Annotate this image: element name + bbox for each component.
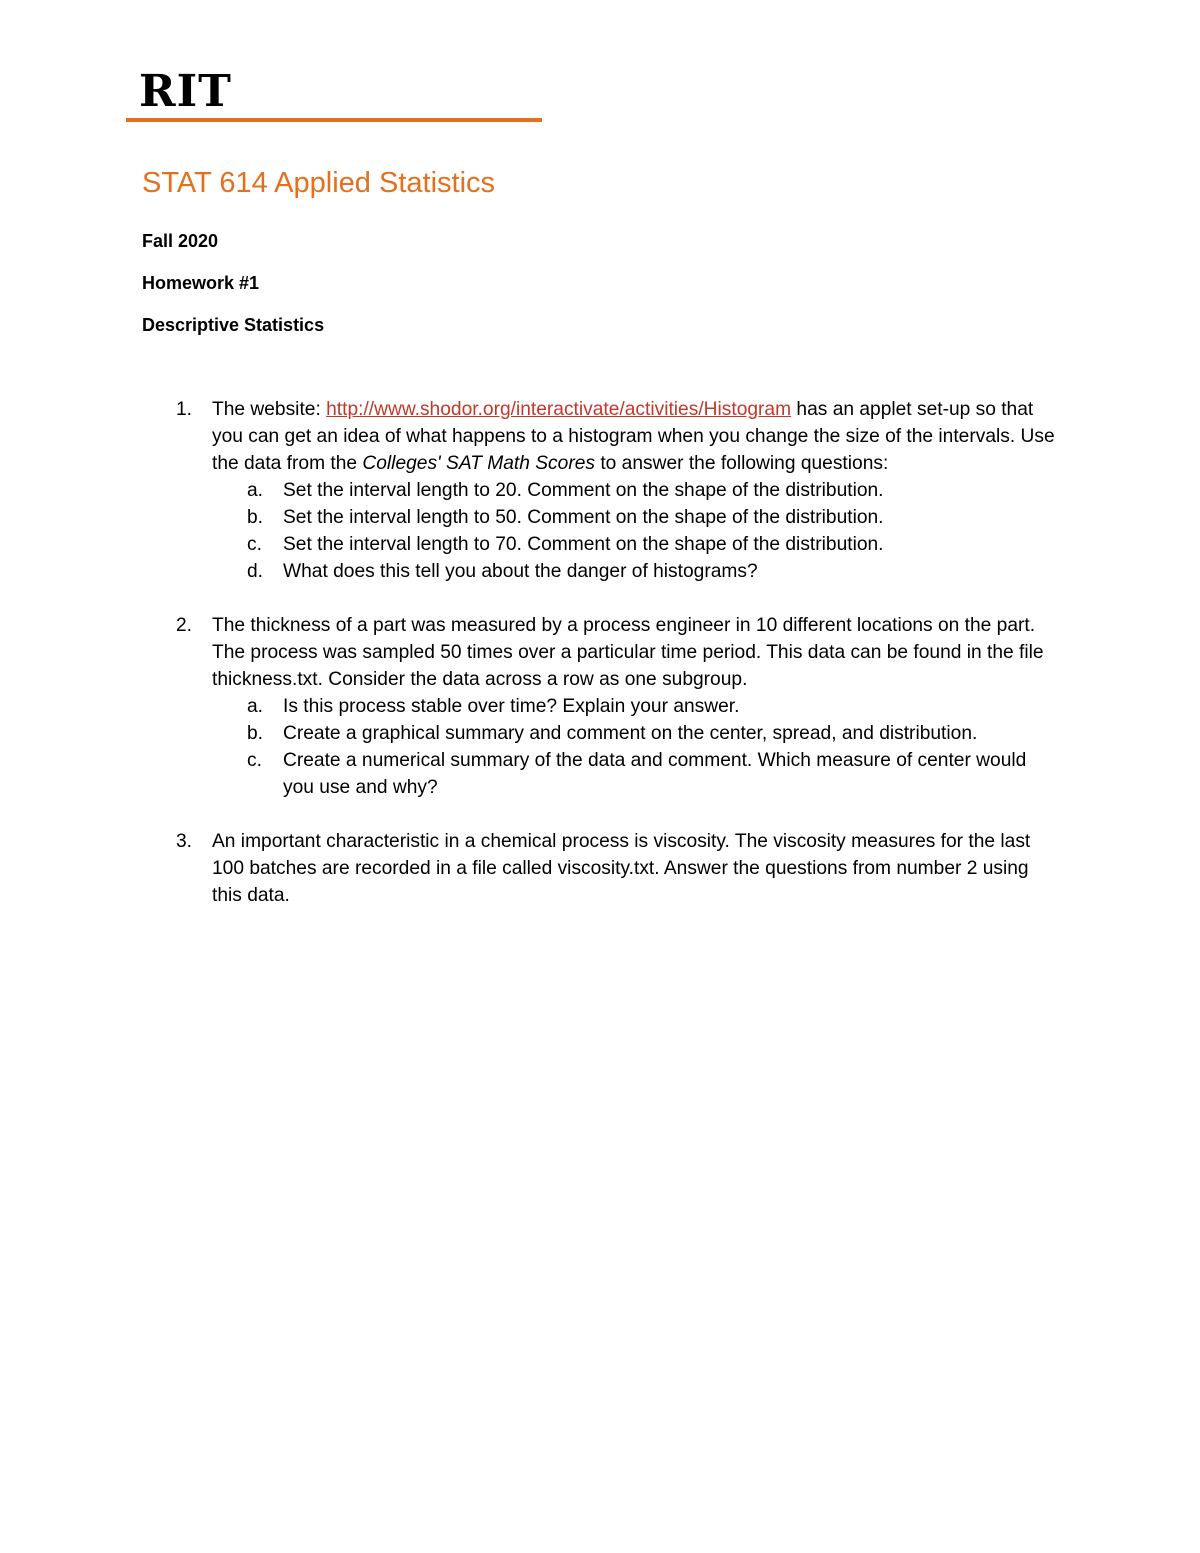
dataset-name: Colleges' SAT Math Scores (362, 453, 595, 474)
sub-question (212, 477, 1062, 504)
course-title: STAT 614 Applied Statistics (142, 167, 496, 199)
sub-question-text: Is this process stable over time? Explain your answer. (283, 696, 740, 717)
question-1 (142, 396, 1062, 585)
rit-logo: RIT (139, 66, 232, 117)
assignment-label: Homework #1 (142, 273, 260, 293)
sub-question-list (212, 693, 1062, 801)
question-text-part: to answer the following questions: (594, 453, 889, 474)
question-text (212, 396, 1062, 477)
question-text-part: has an applet set-up so that you can get an idea of what happens to a histogram when you change the size of the intervals. Use the data from the (212, 399, 1055, 474)
sub-question-letter: d. (247, 561, 264, 582)
question-number: 3. (176, 831, 193, 852)
question-text: An important characteristic in a chemical process is viscosity. The viscosity measures for the last 100 batches are recorded in a file called viscosity.txt. Answer the questions from number 2 using this data. (212, 831, 1031, 906)
sub-question (212, 504, 1062, 531)
sub-question (212, 720, 1062, 747)
sub-question-text: Set the interval length to 70. Comment on the shape of the distribution. (283, 534, 884, 555)
sub-question (212, 558, 1062, 585)
sub-question-text: Set the interval length to 20. Comment on the shape of the distribution. (283, 480, 884, 501)
question-text: The thickness of a part was measured by a process engineer in 10 different locations on the part. The process was sampled 50 times over a particular time period. This data can be found in the file thickness.txt. Consider the data across a row as one subgroup. (212, 615, 1044, 690)
sub-question-letter: b. (247, 507, 264, 528)
question-text-part: The website: (212, 399, 327, 420)
sub-question (212, 693, 1062, 720)
question-number: 1. (176, 399, 193, 420)
question-list (142, 396, 1062, 936)
sub-question (212, 747, 1062, 801)
histogram-applet-link[interactable]: http://www.shodor.org/interactivate/activities/Histogram (326, 399, 792, 420)
sub-question-letter: a. (247, 480, 264, 501)
sub-question (212, 531, 1062, 558)
sub-question-text: What does this tell you about the danger of histograms? (283, 561, 758, 582)
sub-question-list (212, 477, 1062, 585)
logo-divider (126, 118, 542, 122)
sub-question-letter: c. (247, 750, 262, 771)
question-2 (142, 612, 1062, 801)
sub-question-text: Set the interval length to 50. Comment on the shape of the distribution. (283, 507, 884, 528)
sub-question-letter: a. (247, 696, 264, 717)
topic-label: Descriptive Statistics (142, 315, 325, 335)
sub-question-text: Create a graphical summary and comment on the center, spread, and distribution. (283, 723, 978, 744)
sub-question-letter: c. (247, 534, 262, 555)
sub-question-text: Create a numerical summary of the data and comment. Which measure of center would you use and why? (283, 750, 1027, 798)
term-label: Fall 2020 (142, 231, 219, 251)
question-number: 2. (176, 615, 193, 636)
question-3 (142, 828, 1062, 909)
sub-question-letter: b. (247, 723, 264, 744)
